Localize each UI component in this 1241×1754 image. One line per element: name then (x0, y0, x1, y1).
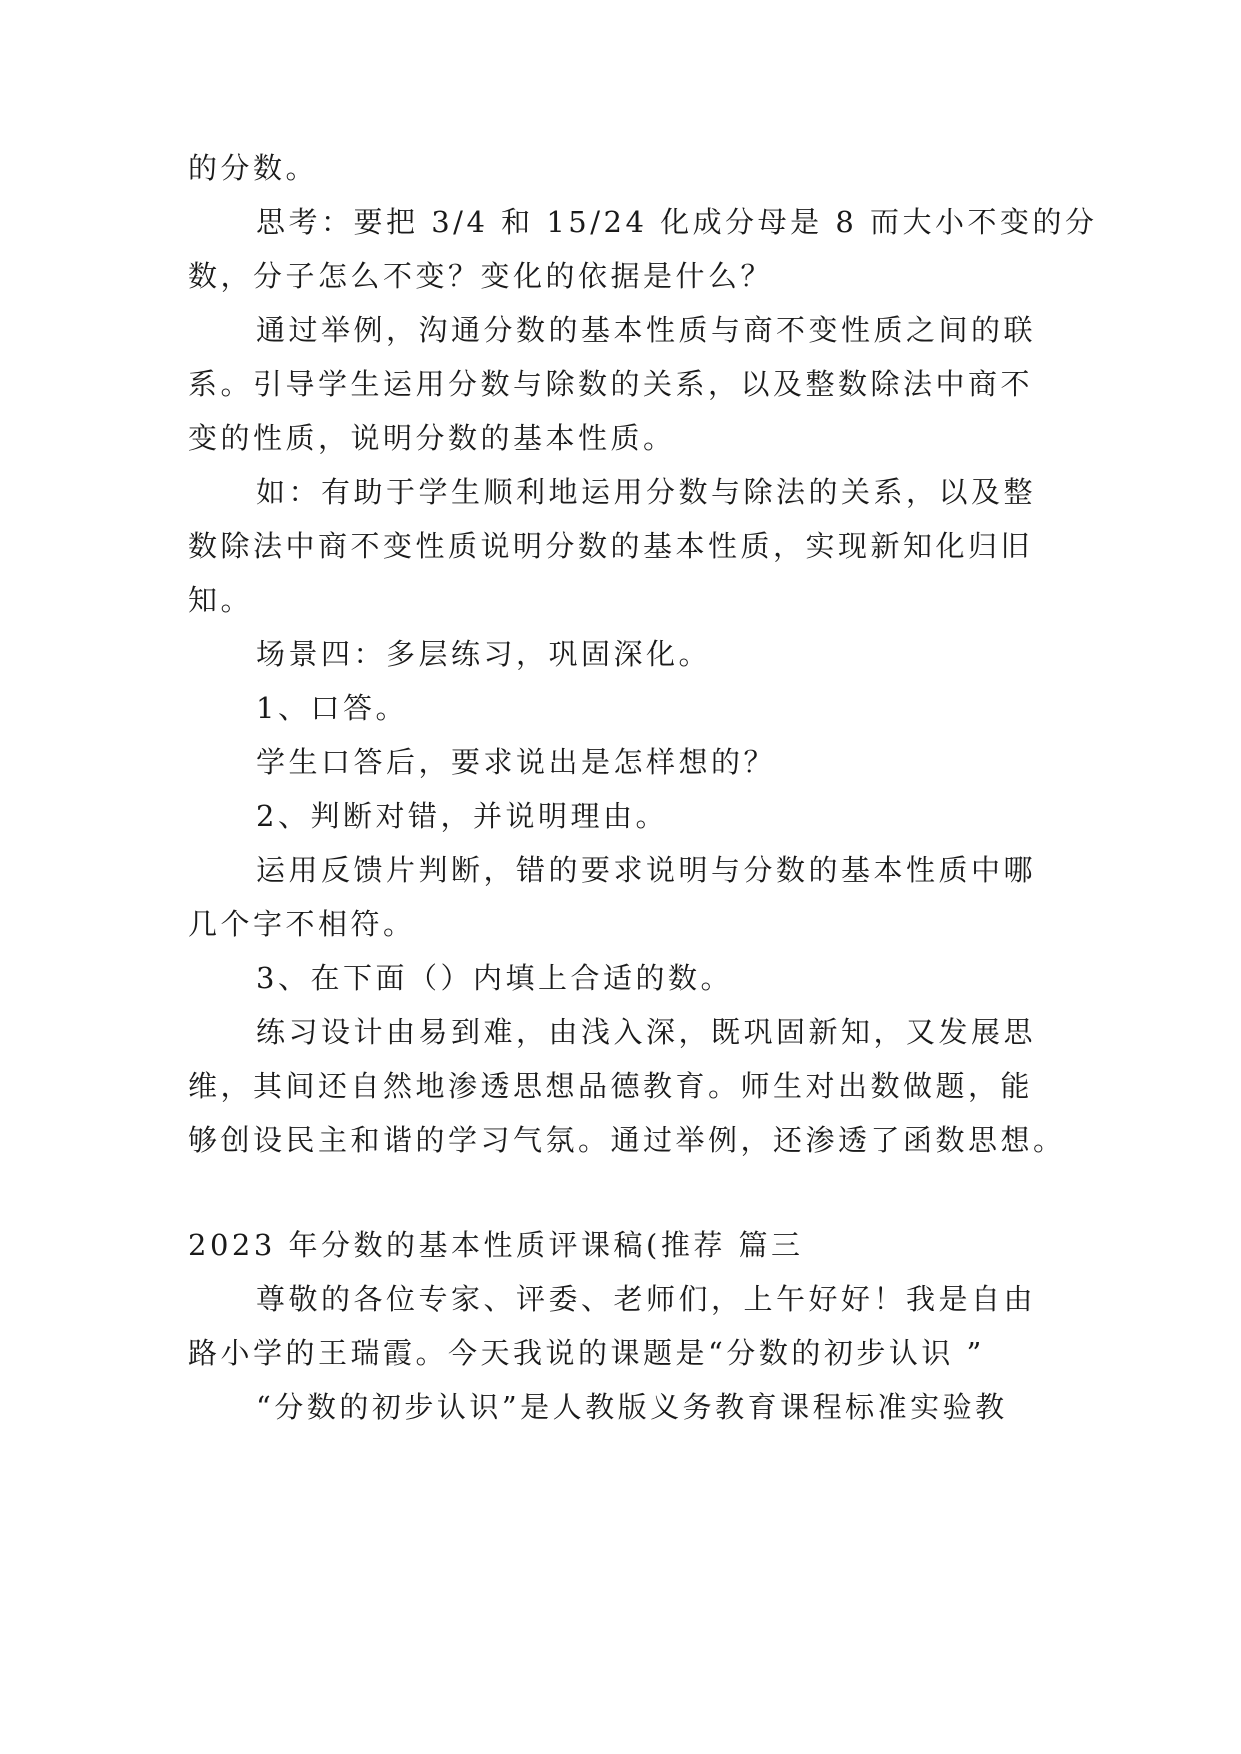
text-line: 数除法中商不变性质说明分数的基本性质，实现新知化归旧 (188, 529, 1034, 563)
paragraph-first-line: 思考：要把 3/4 和 15/24 化成分母是 8 而大小不变的分 (256, 205, 1098, 239)
text-line: 够创设民主和谐的学习气氛。通过举例，还渗透了函数思想。 (188, 1123, 1066, 1157)
text-line: 路小学的王瑞霞。今天我说的课题是“分数的初步认识 ” (188, 1336, 985, 1370)
text-line: 变的性质，说明分数的基本性质。 (188, 421, 676, 455)
paragraph-first-line: “分数的初步认识”是人教版义务教育课程标准实验教 (256, 1390, 1008, 1424)
text-line: 的分数。 (188, 151, 319, 185)
paragraph-first-line: 学生口答后，要求说出是怎样想的？ (256, 745, 777, 779)
paragraph-first-line: 通过举例，沟通分数的基本性质与商不变性质之间的联 (256, 313, 1037, 347)
section-title: 2023 年分数的基本性质评课稿(推荐 篇三 (188, 1228, 804, 1262)
text-line: 系。引导学生运用分数与除数的关系，以及整数除法中商不 (188, 367, 1034, 401)
list-item: 1、口答。 (256, 691, 408, 725)
text-line: 数，分子怎么不变？变化的依据是什么？ (188, 259, 774, 293)
section-heading: 场景四：多层练习，巩固深化。 (256, 637, 712, 671)
list-item: 3、在下面（）内填上合适的数。 (256, 961, 733, 995)
paragraph-first-line: 如：有助于学生顺利地运用分数与除法的关系，以及整 (256, 475, 1037, 509)
paragraph-first-line: 尊敬的各位专家、评委、老师们，上午好好！我是自由 (256, 1282, 1037, 1316)
text-line: 几个字不相符。 (188, 907, 416, 941)
paragraph-first-line: 运用反馈片判断，错的要求说明与分数的基本性质中哪 (256, 853, 1037, 887)
text-line: 知。 (188, 583, 254, 617)
text-line: 维，其间还自然地渗透思想品德教育。师生对出数做题，能 (188, 1069, 1034, 1103)
paragraph-first-line: 练习设计由易到难，由浅入深，既巩固新知，又发展思 (256, 1015, 1037, 1049)
list-item: 2、判断对错，并说明理由。 (256, 799, 668, 833)
